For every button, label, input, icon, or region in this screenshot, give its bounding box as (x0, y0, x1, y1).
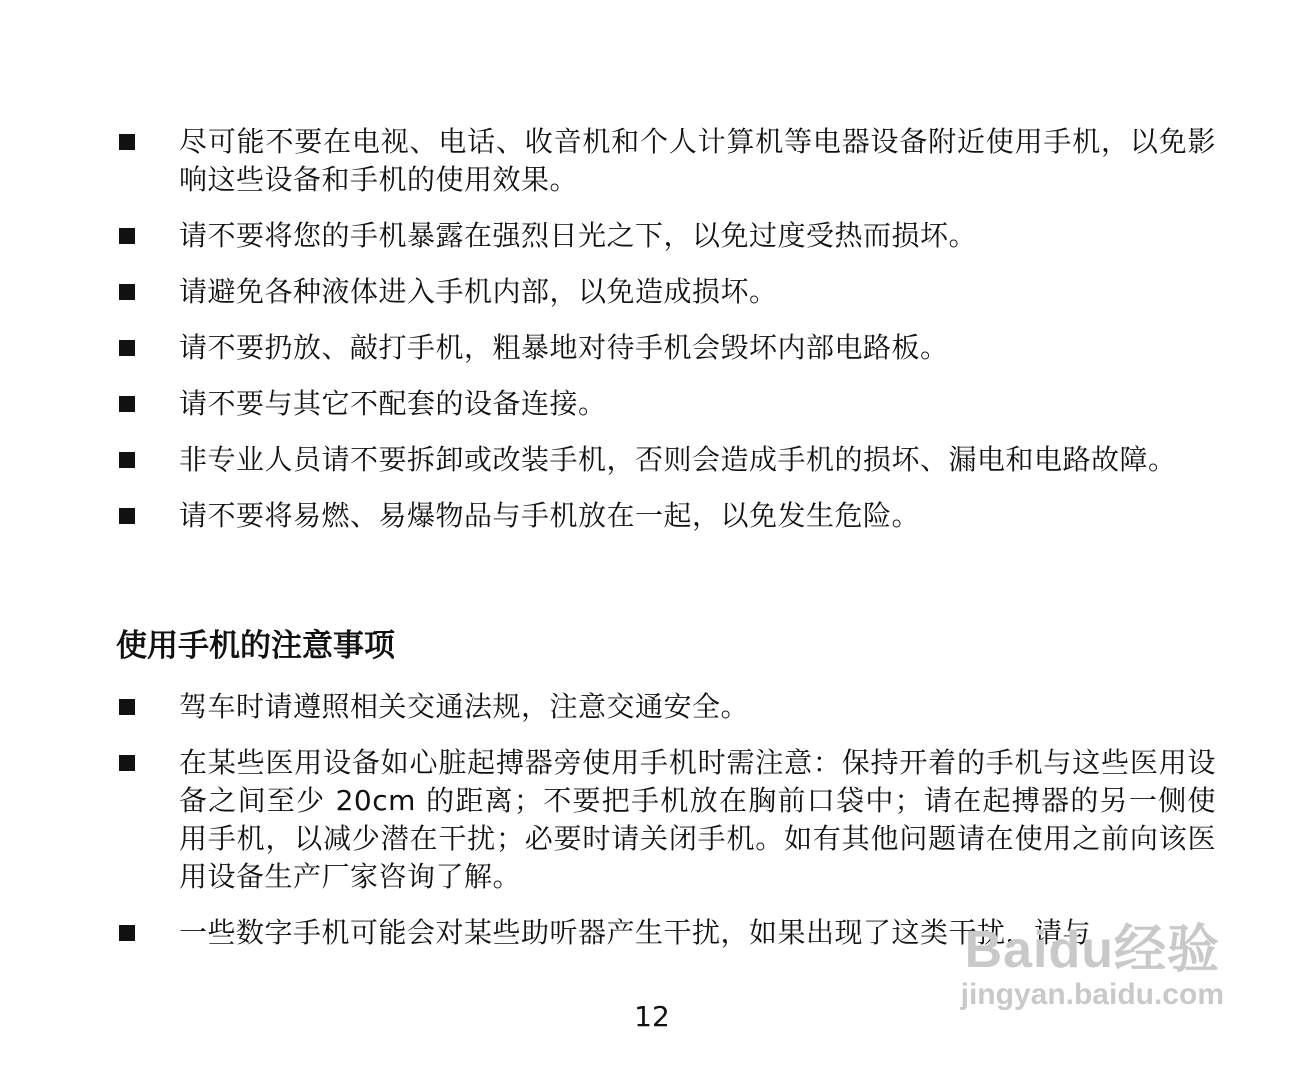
square-bullet-icon (119, 228, 135, 244)
list-item-text: 请不要与其它不配套的设备连接。 (179, 387, 607, 420)
list-item-text: 请避免各种液体进入手机内部，以免造成损坏。 (179, 275, 778, 308)
list-item-text: 非专业人员请不要拆卸或改装手机，否则会造成手机的损坏、漏电和电路故障。 (179, 443, 1177, 476)
list-item (116, 744, 1216, 896)
list-item (116, 217, 1216, 255)
square-bullet-icon (119, 284, 135, 300)
list-item-text: 请不要将您的手机暴露在强烈日光之下，以免过度受热而损坏。 (179, 219, 978, 252)
square-bullet-icon (119, 396, 135, 412)
square-bullet-icon (119, 134, 135, 150)
list-item-text: 在某些医用设备如心脏起搏器旁使用手机时需注意：保持开着的手机与这些医用设备之间至少 20cm 的距离；不要把手机放在胸前口袋中；请在起搏器的另一侧使用手机，以减少潜在干扰；必要时请关闭手机。如有其他问题请在使用之前向该医用设备生产厂家咨询了解。 (179, 746, 1216, 893)
list-item (116, 273, 1216, 311)
list-item (116, 329, 1216, 367)
precautions-list (116, 123, 1216, 553)
list-item (116, 441, 1216, 479)
watermark-url: jingyan.baidu.com (960, 978, 1224, 1011)
baidu-watermark (961, 922, 1224, 1012)
square-bullet-icon (119, 925, 135, 941)
square-bullet-icon (119, 699, 135, 715)
list-item-text: 驾车时请遵照相关交通法规，注意交通安全。 (179, 690, 750, 723)
list-item (116, 497, 1216, 535)
page-number: 12 (634, 1000, 670, 1033)
square-bullet-icon (119, 508, 135, 524)
list-item-text: 请不要将易燃、易爆物品与手机放在一起，以免发生危险。 (179, 499, 921, 532)
list-item (116, 385, 1216, 423)
list-item-text: 尽可能不要在电视、电话、收音机和个人计算机等电器设备附近使用手机，以免影响这些设备和手机的使用效果。 (179, 125, 1216, 196)
watermark-logo: Baidu经验 (964, 921, 1221, 979)
square-bullet-icon (119, 452, 135, 468)
square-bullet-icon (119, 340, 135, 356)
square-bullet-icon (119, 755, 135, 771)
list-item (116, 123, 1216, 199)
list-item-text: 请不要扔放、敲打手机，粗暴地对待手机会毁坏内部电路板。 (179, 331, 949, 364)
section-heading: 使用手机的注意事项 (116, 628, 395, 664)
list-item-text: 一些数字手机可能会对某些助听器产生干扰，如果出现了这类干扰，请与 (179, 916, 1092, 949)
list-item (116, 688, 1216, 726)
